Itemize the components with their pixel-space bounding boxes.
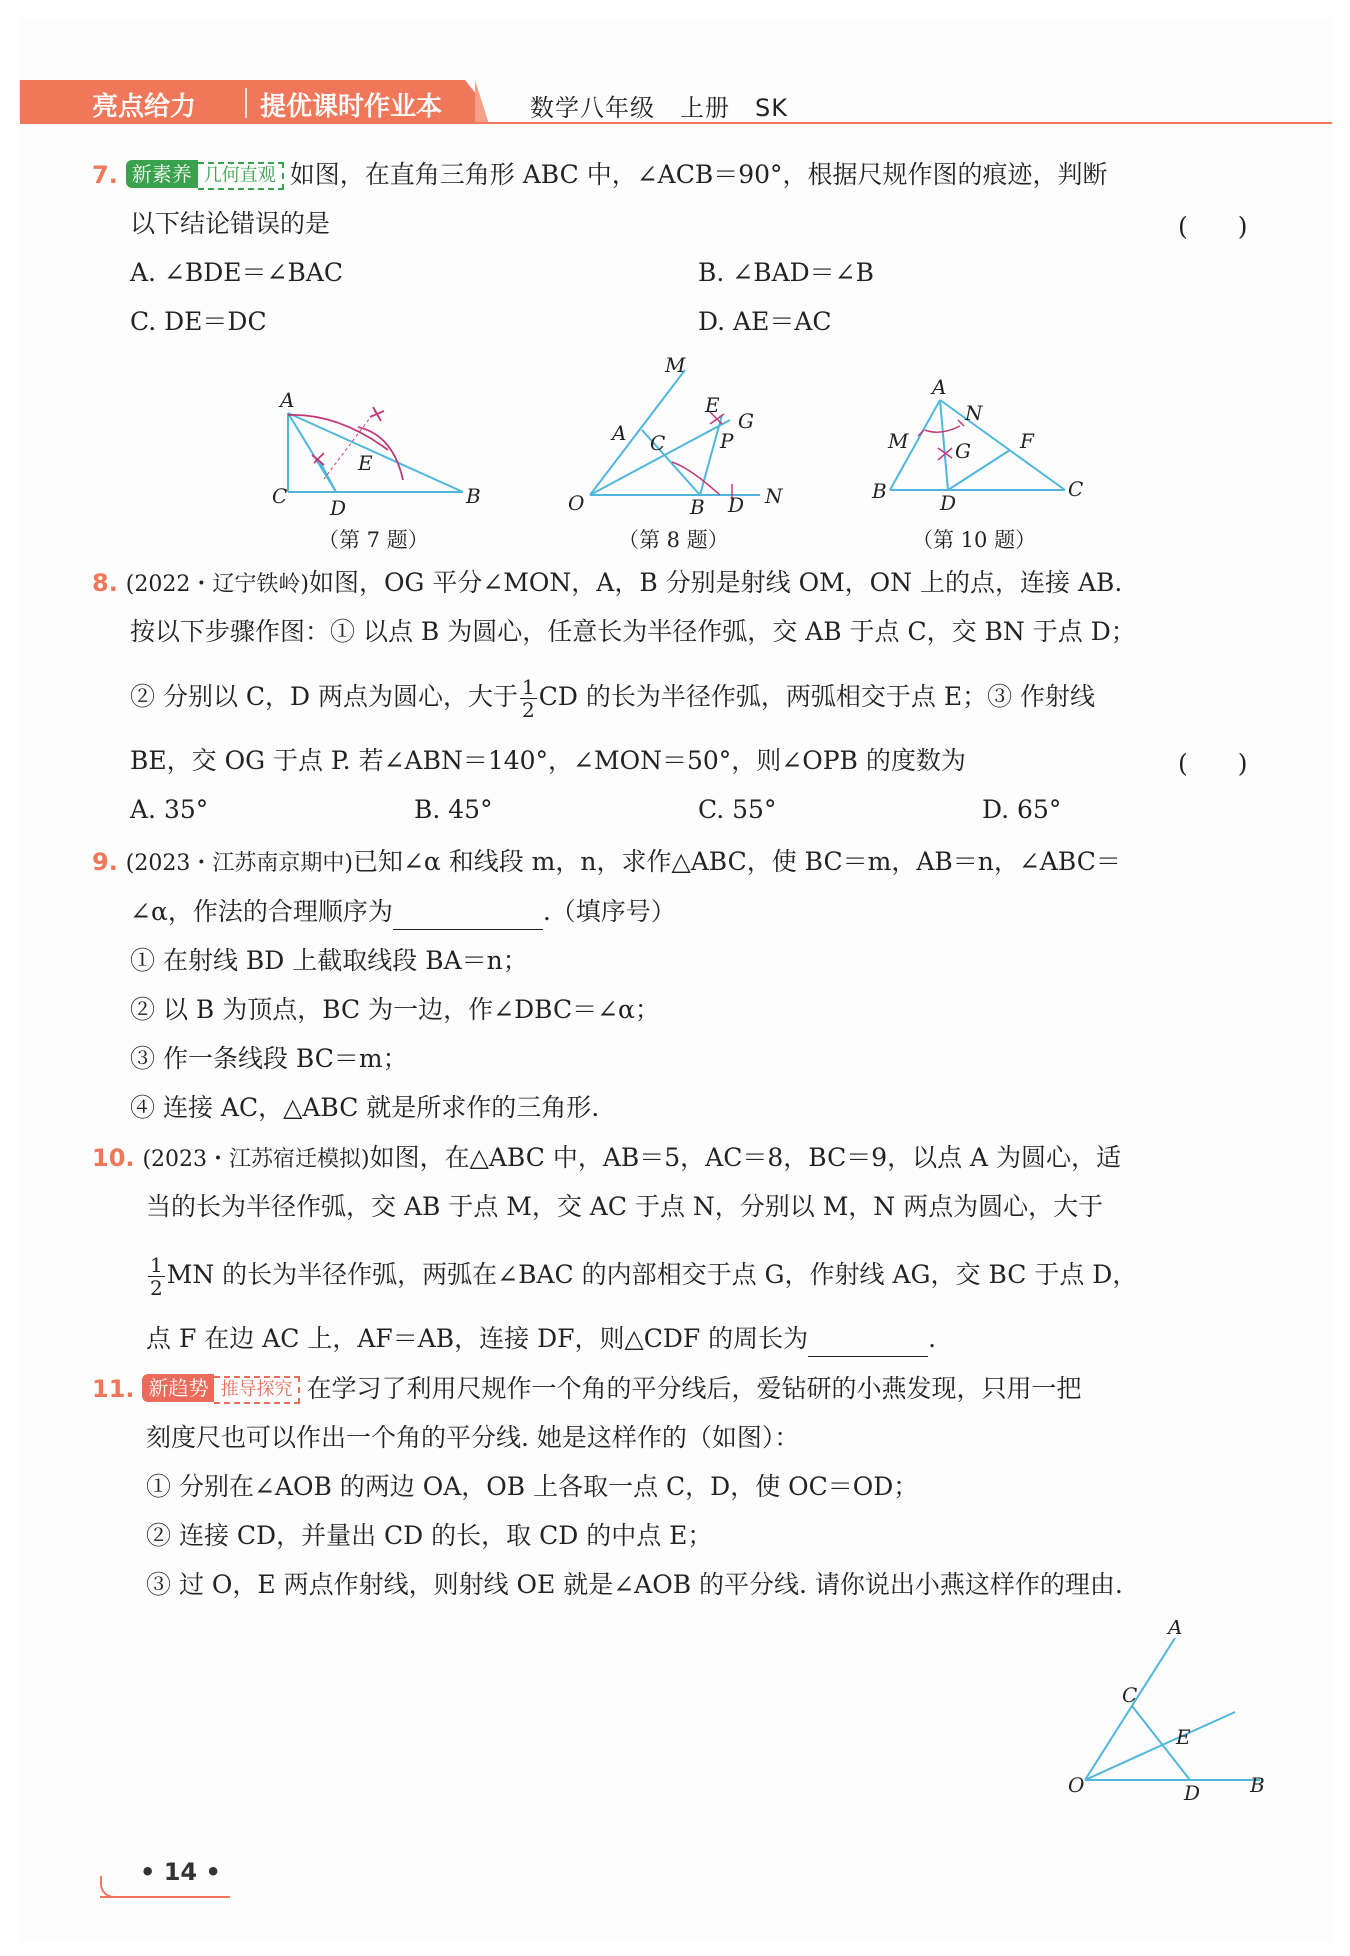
fig11-label-d: D	[1184, 1781, 1201, 1800]
header-band-accent	[475, 80, 495, 124]
q11-step-1: ① 分别在∠AOB 的两边 OA，OB 上各取一点 C，D，使 OC＝OD；	[146, 1472, 919, 1501]
q7-number: 7.	[92, 161, 118, 189]
q7-tag-new-literacy: 新素养	[126, 160, 198, 188]
fig10-label-m: M	[888, 429, 909, 453]
fig8-label-g: G	[738, 409, 754, 433]
fig8-label-p: P	[720, 429, 734, 453]
q9-text-1: 已知∠α 和线段 m，n，求作△ABC，使 BC＝m，AB＝n，∠ABC＝	[352, 847, 1121, 876]
q7-option-c: C. DE＝DC	[130, 307, 267, 336]
q9-line1	[92, 845, 1121, 881]
q7-option-a: A. ∠BDE＝∠BAC	[130, 258, 344, 287]
q8-source: (2022・辽宁铁岭)	[125, 572, 309, 597]
q8-line1	[92, 566, 1122, 602]
q10-source: (2023・江苏宿迁模拟)	[142, 1147, 370, 1172]
q7-answer-paren: ( )	[1178, 212, 1248, 241]
fig10-label-f: F	[1020, 429, 1034, 453]
q11-number: 11.	[92, 1375, 135, 1403]
q10-line3	[146, 1254, 1137, 1299]
fig8-label-b: B	[690, 495, 705, 519]
caption-fig7: （第 7 题）	[318, 528, 429, 552]
fig7-label-e: E	[358, 451, 373, 475]
page-number: • 14 •	[140, 1858, 221, 1886]
q10-line4	[146, 1322, 936, 1357]
fig7-label-d: D	[330, 496, 347, 520]
fig7-label-b: B	[466, 484, 481, 508]
q7-tag-geometry: 几何直观	[198, 162, 284, 190]
q7-option-d: D. AE＝AC	[698, 307, 832, 336]
fig10-label-c: C	[1068, 477, 1084, 501]
q9-line2	[130, 895, 676, 930]
q9-text-2a: ∠α，作法的合理顺序为	[130, 897, 393, 926]
fig11-label-a: A	[1168, 1620, 1183, 1639]
fig10-label-d: D	[940, 491, 957, 515]
fig11-label-b: B	[1250, 1773, 1265, 1797]
fig8-label-c: C	[650, 431, 666, 455]
fig10-label-a: A	[932, 378, 947, 399]
q7-text-2: 以下结论错误的是	[130, 209, 331, 238]
fig11-label-o: O	[1068, 1773, 1085, 1797]
fig7-label-a: A	[280, 388, 295, 412]
q10-text-4a: 点 F 在边 AC 上，AF＝AB，连接 DF，则△CDF 的周长为	[146, 1324, 809, 1353]
q9-source: (2023・江苏南京期中)	[125, 851, 353, 876]
q10-line1	[92, 1141, 1121, 1177]
fig11-label-e: E	[1176, 1725, 1191, 1749]
q9-step-1: ① 在射线 BD 上截取线段 BA＝n；	[130, 946, 528, 975]
q7-option-b: B. ∠BAD＝∠B	[698, 258, 875, 287]
q11-step-2: ② 连接 CD，并量出 CD 的长，取 CD 的中点 E；	[146, 1521, 713, 1550]
q10-fraction-half: $\frac{1}{2}$	[150, 1253, 163, 1300]
caption-fig8: （第 8 题）	[618, 528, 729, 552]
q9-text-2b: .（填序号）	[542, 897, 676, 926]
series-title: 提优课时作业本	[260, 92, 443, 122]
q8-number: 8.	[92, 569, 118, 597]
q8-option-d: D. 65°	[982, 795, 1062, 824]
fig10-label-b: B	[872, 479, 887, 503]
page-number-ornament	[100, 1876, 130, 1898]
subject-label: 数学八年级 上册 SK	[530, 94, 788, 122]
q10-text-1: 如图，在△ABC 中，AB＝5，AC＝8，BC＝9，以点 A 为圆心，适	[369, 1143, 1122, 1172]
page-header	[20, 80, 1332, 126]
header-rule	[20, 122, 1332, 124]
fig8-label-d: D	[728, 493, 745, 517]
q8-line3	[130, 676, 1095, 721]
figure-q10	[870, 378, 1090, 522]
fig7-label-c: C	[272, 484, 288, 508]
q11-step-3: ③ 过 O，E 两点作射线，则射线 OE 就是∠AOB 的平分线. 请你说出小燕这样作的理由.	[146, 1570, 1123, 1599]
q8-option-c: C. 55°	[698, 795, 777, 824]
q11-tag-deduction: 推导探究	[214, 1376, 300, 1404]
fig8-label-e: E	[705, 393, 720, 417]
fig11-label-c: C	[1122, 1683, 1138, 1707]
q8-text-3a: ② 分别以 C，D 两点为圆心，大于	[130, 682, 519, 711]
figure-q11	[1060, 1620, 1280, 1804]
q9-step-3: ③ 作一条线段 BC＝m；	[130, 1044, 408, 1073]
fig10-label-n: N	[965, 401, 983, 425]
q8-text-4: BE，交 OG 于点 P. 若∠ABN＝140°，∠MON＝50°，则∠OPB 的度数为	[130, 746, 966, 775]
q10-text-3: MN 的长为半径作弧，两弧在∠BAC 的内部相交于点 G，作射线 AG，交 BC 于点 D，	[166, 1260, 1138, 1289]
q11-line1	[92, 1372, 1081, 1406]
caption-fig10: （第 10 题）	[912, 528, 1037, 552]
q9-step-2: ② 以 B 为顶点，BC 为一边，作∠DBC＝∠α；	[130, 995, 660, 1024]
figure-q8	[560, 350, 790, 524]
q10-text-4b: .	[928, 1324, 937, 1353]
q8-fraction-half: $\frac{1}{2}$	[522, 675, 535, 722]
fig8-label-m: M	[665, 353, 686, 377]
header-divider	[245, 88, 247, 118]
q11-text-1: 在学习了利用尺规作一个角的平分线后，爱钻研的小燕发现，只用一把	[306, 1374, 1082, 1403]
q8-answer-paren: ( )	[1178, 749, 1248, 778]
q11-tag-new-trend: 新趋势	[142, 1374, 214, 1402]
q7-text-1: 如图，在直角三角形 ABC 中，∠ACB＝90°，根据尺规作图的痕迹，判断	[289, 160, 1108, 189]
q8-text-2: 按以下步骤作图：① 以点 B 为圆心，任意长为半径作弧，交 AB 于点 C，交 BN 于点 D；	[130, 617, 1136, 646]
q9-answer-blank[interactable]	[393, 895, 543, 930]
fig8-label-o: O	[568, 491, 585, 515]
q10-text-2: 当的长为半径作弧，交 AB 于点 M，交 AC 于点 N，分别以 M，N 两点为圆心，大于	[146, 1192, 1104, 1221]
q10-number: 10.	[92, 1144, 135, 1172]
q8-option-b: B. 45°	[414, 795, 493, 824]
q11-text-2: 刻度尺也可以作出一个角的平分线. 她是这样作的（如图）：	[146, 1423, 800, 1452]
q7-line1	[92, 158, 1108, 192]
q9-number: 9.	[92, 848, 118, 876]
q10-answer-blank[interactable]	[808, 1322, 928, 1357]
q8-option-a: A. 35°	[130, 795, 209, 824]
brand-title: 亮点给力	[92, 92, 197, 122]
fig8-label-a: A	[612, 421, 627, 445]
q8-text-3b: CD 的长为半径作弧，两弧相交于点 E；③ 作射线	[538, 682, 1096, 711]
q9-step-4: ④ 连接 AC，△ABC 就是所求作的三角形.	[130, 1093, 600, 1122]
fig10-label-g: G	[955, 439, 971, 463]
page-number-rule	[100, 1896, 230, 1898]
fig8-label-n: N	[765, 484, 783, 508]
q8-text-1: 如图，OG 平分∠MON，A，B 分别是射线 OM，ON 上的点，连接 AB.	[308, 568, 1123, 597]
figure-q7	[268, 385, 488, 524]
